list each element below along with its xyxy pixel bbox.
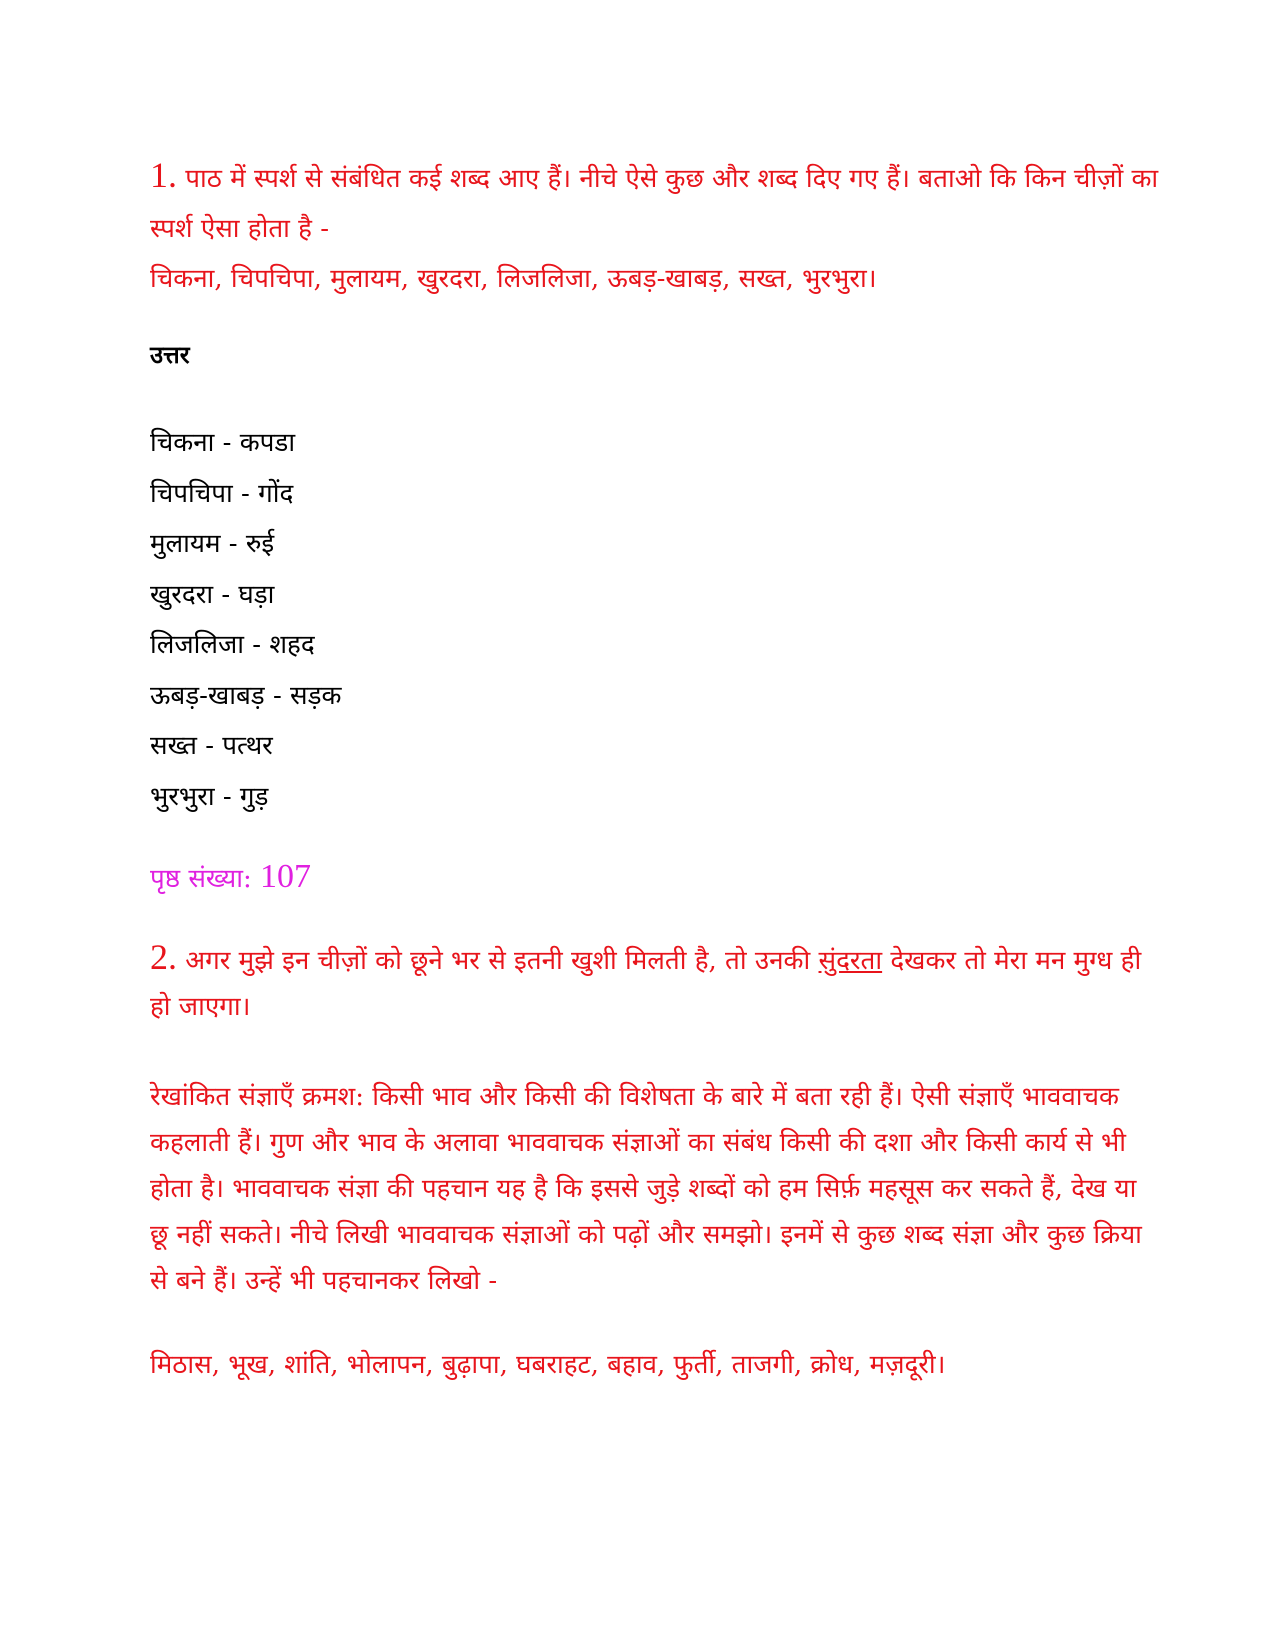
answer-item: खुरदरा - घड़ा xyxy=(150,579,275,610)
answer-item: भुरभुरा - गुड़ xyxy=(150,781,269,812)
question-1-words: चिकना, चिपचिपा, मुलायम, खुरदरा, लिजलिजा, ऊबड़-खाबड़, सख्त, भुरभुरा। xyxy=(150,264,877,294)
question-2 xyxy=(150,934,1160,1030)
answer-item: लिजलिजा - शहद xyxy=(150,630,315,660)
question-1-text: पाठ में स्पर्श से संबंधित कई शब्द आए हैं। नीचे ऐसे कुछ और शब्द दिए गए हैं। बताओ कि किन चीज़ों का स्पर्श ऐसा होता है - xyxy=(150,164,1159,244)
document-page xyxy=(150,150,1160,1390)
question-1-number: 1. xyxy=(150,155,177,195)
question-2-number: 2. xyxy=(150,937,177,977)
page-number-value: 107 xyxy=(259,858,311,895)
answer-item: चिकना - कपडा xyxy=(150,428,296,458)
page-number-label: पृष्ठ संख्या: xyxy=(150,864,252,894)
question-1 xyxy=(150,150,1160,254)
question-2-text-before: अगर मुझे इन चीज़ों को छूने भर से इतनी खुशी मिलती है, तो उनकी xyxy=(185,946,811,976)
answer-list xyxy=(150,418,1160,822)
question-2-underlined-word: सुंदरता xyxy=(818,946,883,976)
answer-item: ऊबड़-खाबड़ - सड़क xyxy=(150,680,342,711)
page-number xyxy=(150,852,1160,904)
answer-item: चिपचिपा - गोंद xyxy=(150,478,294,509)
answer-item: मुलायम - रुई xyxy=(150,529,275,559)
answer-heading: उत्तर xyxy=(150,340,190,369)
question-2-paragraph: रेखांकित संज्ञाएँ क्रमश: किसी भाव और किसी की विशेषता के बारे में बता रही हैं। ऐसी संज्ञाएँ भाववाचक कहलाती हैं। गुण और भाव के अलावा भाववाचक संज्ञाओं का संबंध किसी की दशा और किसी कार्य से भी होता है। भाववाचक संज्ञा की पहचान यह है कि इससे जुड़े शब्दों को हम सिर्फ़ महसूस कर सकते हैं, देख या छू नहीं सकते। नीचे लिखी भाववाचक संज्ञाओं को पढ़ों और समझो। इनमें से कुछ शब्द संज्ञा और कुछ क्रिया से बने हैं। उन्हें भी पहचानकर लिखो - xyxy=(150,1082,1142,1296)
question-2-words: मिठास, भूख, शांति, भोलापन, बुढ़ापा, घबराहट, बहाव, फुर्ती, ताजगी, क्रोध, मज़दूरी। xyxy=(150,1350,946,1380)
answer-item: सख्त - पत्थर xyxy=(150,731,273,761)
question-2-text-after: देखकर तो मेरा मन मुग्ध ही हो जाएगा। xyxy=(150,946,1142,1022)
